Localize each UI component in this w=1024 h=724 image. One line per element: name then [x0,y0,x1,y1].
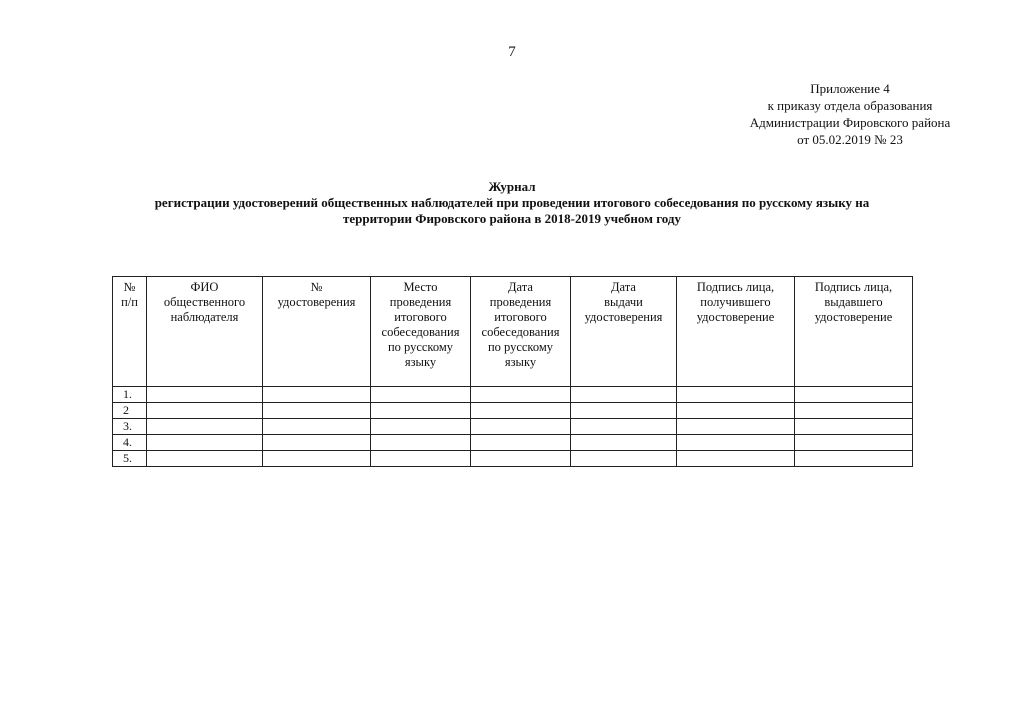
empty-cell [571,451,677,467]
table-row [113,387,913,403]
column-header-certificate-number [263,277,371,387]
appendix-line: Приложение 4 [810,81,890,96]
empty-cell [571,387,677,403]
empty-cell [571,403,677,419]
column-header-line: Дата [611,280,636,294]
column-header-line: итогового [394,310,447,324]
column-header-line: собеседования [381,325,460,339]
empty-cell [677,435,795,451]
table-row [113,403,913,419]
column-header-line: Подпись лица, [814,280,893,294]
empty-cell [677,387,795,403]
appendix-block [700,80,1000,148]
journal-table [112,276,913,467]
empty-cell [571,435,677,451]
column-header-line: наблюдателя [170,310,239,324]
empty-cell [371,451,471,467]
column-header-line: Подпись лица, [696,280,775,294]
empty-cell [147,435,263,451]
empty-cell [677,451,795,467]
row-number-cell: 5. [113,451,147,467]
column-header-line: проведения [489,295,552,309]
column-header-line: по русскому [387,340,454,354]
row-number-cell: 3. [113,419,147,435]
column-header-number [113,277,147,387]
empty-cell [263,435,371,451]
empty-cell [371,403,471,419]
empty-cell [471,451,571,467]
column-header-line: общественного [163,295,246,309]
empty-cell [677,403,795,419]
empty-cell [263,387,371,403]
column-header-signature-receiver [677,277,795,387]
column-header-line: № [123,280,136,294]
page-number: 7 [508,44,516,60]
column-header-place [371,277,471,387]
empty-cell [147,403,263,419]
empty-cell [147,419,263,435]
column-header-line: собеседования [481,325,560,339]
column-header-signature-issuer [795,277,913,387]
row-number-cell: 1. [113,387,147,403]
empty-cell [471,403,571,419]
journal-title-line: регистрации удостоверений общественных наблюдателей при проведении итогового собеседования по русскому языку на [154,195,870,210]
empty-cell [147,451,263,467]
table-body [113,387,913,467]
column-header-line: № [310,280,323,294]
empty-cell [795,403,913,419]
column-header-line: языку [404,355,437,369]
column-header-line: ФИО [190,280,219,294]
column-header-line: проведения [389,295,452,309]
appendix-line: к приказу отдела образования [767,98,933,113]
journal-title-line: территории Фировского района в 2018-2019 учебном году [343,211,681,226]
column-header-line: получившего [700,295,771,309]
column-header-fio [147,277,263,387]
column-header-line: Дата [508,280,533,294]
empty-cell [795,435,913,451]
column-header-line: п/п [121,295,138,309]
empty-cell [795,451,913,467]
empty-cell [371,419,471,435]
empty-cell [371,387,471,403]
empty-cell [263,451,371,467]
empty-cell [263,403,371,419]
journal-title-line: Журнал [488,179,536,194]
empty-cell [677,419,795,435]
empty-cell [471,387,571,403]
column-header-line: языку [504,355,537,369]
column-header-line: удостоверения [277,295,356,309]
column-header-line: удостоверения [584,310,663,324]
table-row [113,435,913,451]
column-header-line: Место [403,280,438,294]
row-number-cell: 2 [113,403,147,419]
empty-cell [471,435,571,451]
column-header-line: по русскому [487,340,554,354]
appendix-line: от 05.02.2019 № 23 [797,132,903,147]
column-header-line: итогового [494,310,547,324]
column-header-line: выдачи [604,295,643,309]
empty-cell [571,419,677,435]
column-header-date-issue [571,277,677,387]
empty-cell [371,435,471,451]
empty-cell [263,419,371,435]
column-header-line: выдавшего [824,295,883,309]
empty-cell [795,387,913,403]
column-header-date-conduct [471,277,571,387]
table-header-row [113,277,913,387]
appendix-line: Администрации Фировского района [749,115,951,130]
empty-cell [795,419,913,435]
table-row [113,419,913,435]
column-header-line: удостоверение [696,310,775,324]
empty-cell [147,387,263,403]
column-header-line: удостоверение [814,310,893,324]
row-number-cell: 4. [113,435,147,451]
empty-cell [471,419,571,435]
journal-title [0,179,1024,227]
table-row [113,451,913,467]
